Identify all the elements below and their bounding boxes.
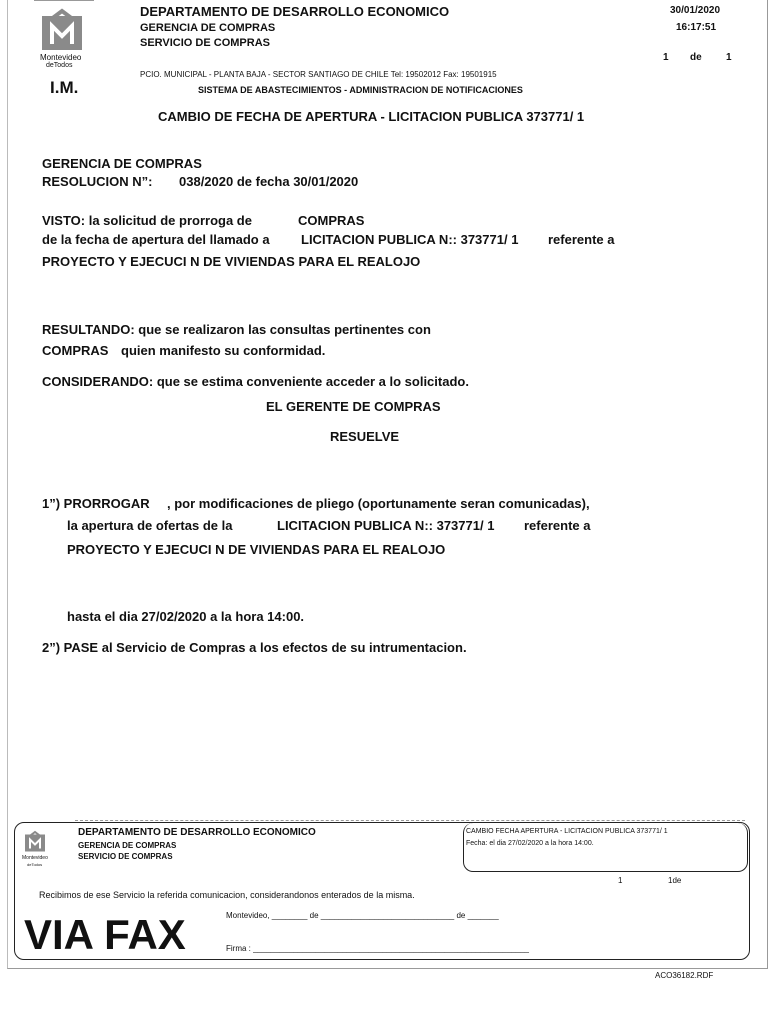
footer-logo-text: Montevideo: [22, 855, 48, 861]
address-line: PCIO. MUNICIPAL - PLANTA BAJA - SECTOR SANTIAGO DE CHILE Tel: 19502012 Fax: 19501915: [140, 70, 497, 79]
page-total: 1: [726, 52, 732, 63]
footer-department: DEPARTAMENTO DE DESARROLLO ECONOMICO: [78, 827, 316, 838]
footer-servicio: SERVICIO DE COMPRAS: [78, 852, 173, 861]
item1-f: PROYECTO Y EJECUCI N DE VIVIENDAS PARA EL REALOJO: [67, 542, 446, 557]
header-date: 30/01/2020: [670, 5, 721, 16]
item1-hasta: hasta el dia 27/02/2020 a la hora 14:00.: [67, 609, 305, 624]
visto-line-2b: LICITACION PUBLICA N:: 373771/ 1: [301, 232, 519, 247]
logo-subtext: deTodos: [46, 62, 73, 69]
im-label: I.M.: [50, 78, 79, 97]
resultando-line-2b: quien manifesto su conformidad.: [121, 343, 326, 358]
page-number: 1: [663, 52, 669, 63]
body-gerencia: GERENCIA DE COMPRAS: [42, 156, 202, 171]
footer-logo: [24, 830, 46, 857]
page-de: de: [690, 52, 702, 63]
recibimos-line: Recibimos de ese Servicio la referida comunicacion, considerandonos enterados de la misma.: [39, 890, 415, 900]
via-fax-label: VIA FAX: [24, 911, 186, 958]
document-code: ACO36182.RDF: [655, 971, 714, 980]
visto-line-3: PROYECTO Y EJECUCI N DE VIVIENDAS PARA EL REALOJO: [42, 254, 421, 269]
resolucion-label: RESOLUCION N”:: [42, 174, 153, 189]
item1-c: la apertura de ofertas de la: [67, 518, 233, 533]
document-title: CAMBIO DE FECHA DE APERTURA - LICITACION PUBLICA 373771/ 1: [158, 109, 585, 124]
footer-box-fecha: Fecha: el dia 27/02/2020 a la hora 14:00.: [466, 840, 594, 847]
department-heading: DEPARTAMENTO DE DESARROLLO ECONOMICO: [140, 4, 450, 19]
footer-box-title: CAMBIO FECHA APERTURA - LICITACION PUBLICA 373771/ 1: [466, 828, 668, 835]
top-tick: [34, 0, 94, 3]
sistema-line: SISTEMA DE ABASTECIMIENTOS - ADMINISTRACION DE NOTIFICACIONES: [198, 85, 523, 95]
logo-text: Montevideo: [40, 53, 82, 62]
item1-a: 1”) PRORROGAR: [42, 496, 150, 511]
header-time: 16:17:51: [676, 22, 717, 33]
visto-line-1b: COMPRAS: [298, 213, 365, 228]
montevideo-logo: [40, 8, 84, 50]
visto-line-2: de la fecha de apertura del llamado a: [42, 232, 270, 247]
item1-d: LICITACION PUBLICA N:: 373771/ 1: [277, 518, 495, 533]
footer-divider: [75, 820, 745, 821]
footer-page-de: 1de: [668, 876, 682, 885]
considerando-line: CONSIDERANDO: que se estima conveniente acceder a lo solicitado.: [42, 374, 469, 389]
footer-gerencia: GERENCIA DE COMPRAS: [78, 841, 177, 850]
servicio-heading: SERVICIO DE COMPRAS: [140, 37, 270, 49]
resultando-line-1: RESULTANDO: que se realizaron las consultas pertinentes con: [42, 322, 431, 337]
resultando-line-2a: COMPRAS: [42, 343, 109, 358]
footer-page-number: 1: [618, 876, 623, 885]
resuelve-line: RESUELVE: [330, 429, 400, 444]
visto-line-2c: referente a: [548, 232, 615, 247]
item1-b: , por modificaciones de pliego (oportunamente seran comunicadas),: [167, 496, 590, 511]
item1-e: referente a: [524, 518, 591, 533]
gerente-line: EL GERENTE DE COMPRAS: [266, 399, 441, 414]
resolucion-value: 038/2020 de fecha 30/01/2020: [179, 174, 359, 189]
item2-line: 2”) PASE al Servicio de Compras a los efectos de su intrumentacion.: [42, 640, 467, 655]
firma-line: Firma : ______________________________________________________________: [226, 944, 529, 953]
montevideo-signature-line: Montevideo, ________ de ______________________________ de _______: [226, 911, 499, 920]
visto-line-1: VISTO: la solicitud de prorroga de: [42, 213, 252, 228]
footer-logo-subtext: deTodos: [27, 862, 43, 867]
gerencia-heading: GERENCIA DE COMPRAS: [140, 22, 276, 34]
